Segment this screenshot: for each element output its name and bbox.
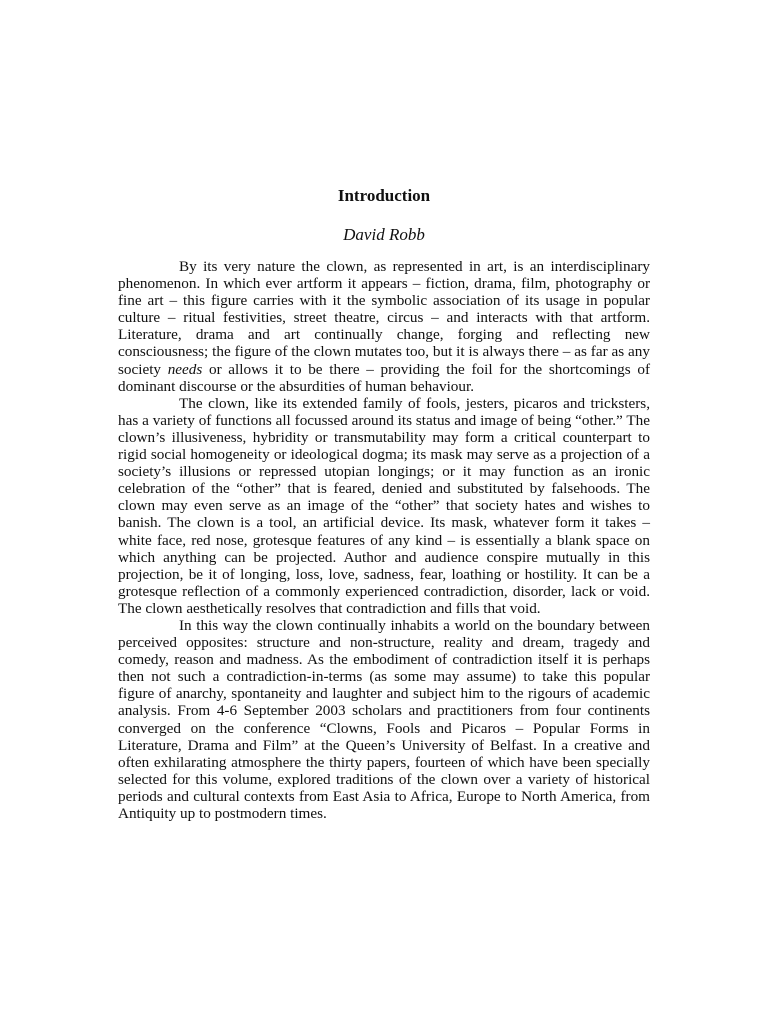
paragraph-2: The clown, like its extended family of fools, jesters, picaros and tricksters, has a variety of functions all focussed around its status and image of being “other.” The clown’s illusiveness, hybridity or transmutability may form a critical counterpart to rigid social homogeneity or ideological dogma; its mask may serve as a projection of a society’s illusions or repressed utopian longings; or it may function as an ironic celebration of the “other” that is feared, denied and substituted by falsehoods. The clown may even serve as an image of the “other” that society hates and wishes to banish. The clown is a tool, an artificial device. Its mask, whatever form it takes – white face, red nose, grotesque features of any kind – is essentially a blank space on which anything can be projected. Author and audience conspire mutually in this projection, be it of longing, loss, love, sadness, fear, loathing or hostility. It can be a grotesque reflection of a commonly experienced contradiction, disorder, lack or void. The clown aesthetically resolves that contradiction and fills that void. [118,394,650,617]
paragraph-1-text-start: By its very nature the clown, as represented in art, is an interdisciplinary phenomenon. In which ever artform it appears – fiction, drama, film, photography or fine art – this figure carries with it the symbolic association of its usage in popular culture – ritual festivities, street theatre, circus – and interacts with that artform. Literature, drama and art continually change, forging and reflecting new consciousness; the figure of the clown mutates too, but it is always there – as far as any society [118,258,650,378]
page-title: Introduction [337,186,431,205]
paragraph-3: In this way the clown continually inhabits a world on the boundary between perceived opposites: structure and non-structure, reality and dream, tragedy and comedy, reason and madness. As the embodiment of contradiction itself it is perhaps then not such a contradiction-in-terms (as some may assume) to take this popular figure of anarchy, spontaneity and laughter and subject him to the rigours of academic analysis. From 4-6 September 2003 scholars and practitioners from four continents converged on the conference “Clowns, Fools and Picaros – Popular Forms in Literature, Drama and Film” at the Queen’s University of Belfast. In a creative and often exhilarating atmosphere the thirty papers, fourteen of which have been specially selected for this volume, explored traditions of the clown over a variety of historical periods and cultural contexts from East Asia to Africa, Europe to North America, from Antiquity up to postmodern times. [118,616,650,822]
paragraph-1 [118,258,650,395]
paragraph-1-emphasis: needs [167,360,203,378]
author-name: David Robb [343,225,425,244]
body-text [118,258,650,822]
paragraph-1-text-end: or allows it to be there – providing the foil for the shortcomings of dominant discourse or the absurdities of human behaviour. [118,360,650,395]
